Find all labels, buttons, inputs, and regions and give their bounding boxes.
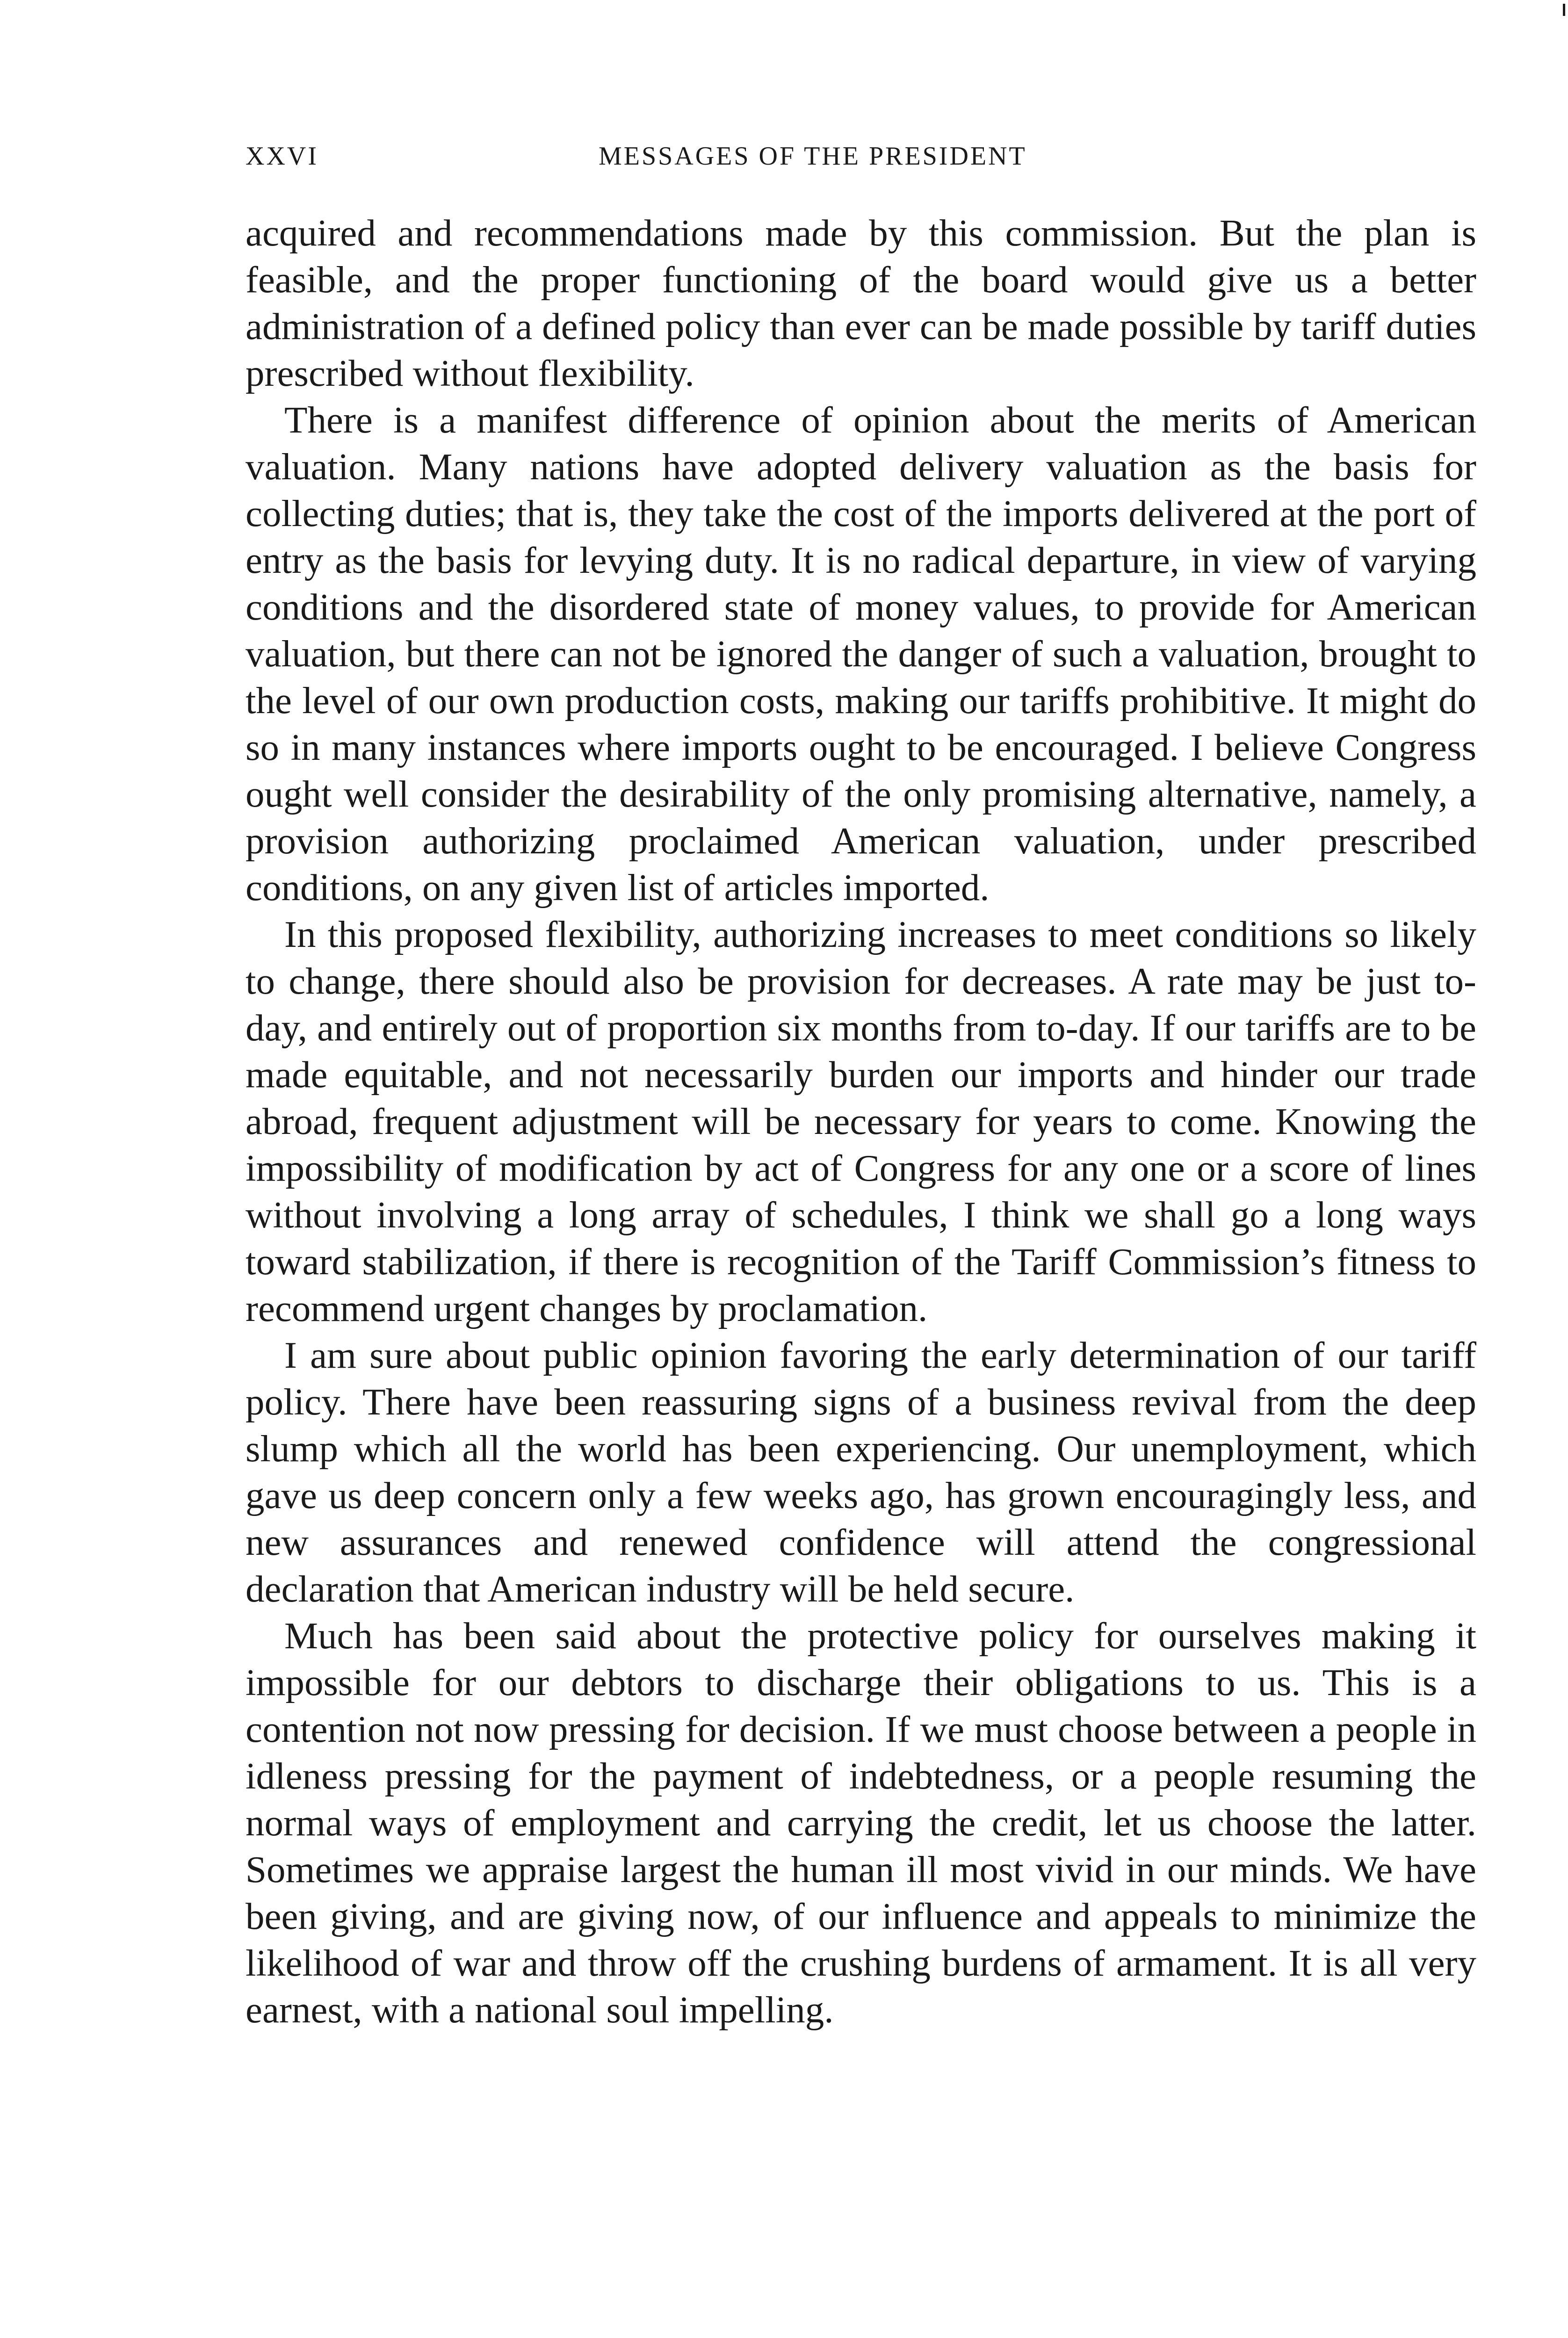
paragraph-continued: acquired and recommendations made by this commission. But the plan is feasible, and the proper functioning of the board would give us a better administration of a defined policy than ever can be made possible by tariff duties prescribed without flexibility. [246, 212, 1476, 394]
edge-mark [1563, 4, 1565, 16]
running-head [246, 141, 1476, 183]
page-number: XXVI [246, 142, 318, 171]
running-title: MESSAGES OF THE PRESIDENT [599, 142, 1027, 171]
paragraph-american-valuation: There is a manifest difference of opinion about the merits of American valuation. Many nations have adopted delivery valuation as the basis for collecting duties; that is, they take the cost of the imports delivered at the port of entry as the basis for levying duty. It is no radical departure, in view of varying conditions and the disordered state of money values, to provide for American valuation, but there can not be ignored the danger of such a valuation, brought to the level of our own production costs, making our tariffs prohibitive. It might do so in many instances where imports ought to be encouraged. I believe Congress ought well consider the desirability of the only promising alternative, namely, a provision authorizing proclaimed American valuation, under prescribed conditions, on any given list of articles imported. [246, 399, 1476, 909]
paragraph-flexibility: In this proposed flexibility, authorizing increases to meet conditions so likely to change, there should also be provision for decreases. A rate may be just to-day, and entirely out of proportion six months from to-day. If our tariffs are to be made equitable, and not necessarily burden our imports and hinder our trade abroad, frequent adjustment will be necessary for years to come. Knowing the impossibility of modification by act of Congress for any one or a score of lines without involving a long array of schedules, I think we shall go a long ways toward stabilization, if there is recognition of the Tariff Commission’s fitness to recommend urgent changes by proclamation. [246, 913, 1476, 1329]
paragraph-public-opinion: I am sure about public opinion favoring the early determination of our tariff policy. There have been reassuring signs of a business revival from the deep slump which all the world has been experiencing. Our unemployment, which gave us deep concern only a few weeks ago, has grown encouragingly less, and new assurances and renewed confidence will attend the congressional declaration that American industry will be held secure. [246, 1334, 1476, 1610]
body-text [246, 209, 1476, 2033]
paragraph-protective-policy: Much has been said about the protective policy for ourselves making it impossible for our debtors to discharge their obligations to us. This is a contention not now pressing for decision. If we must choose between a people in idleness pressing for the payment of indebtedness, or a people resuming the normal ways of employment and carrying the credit, let us choose the latter. Sometimes we appraise largest the human ill most vivid in our minds. We have been giving, and are giving now, of our influence and appeals to minimize the likelihood of war and throw off the crushing burdens of armament. It is all very earnest, with a national soul impelling. [246, 1615, 1476, 2031]
